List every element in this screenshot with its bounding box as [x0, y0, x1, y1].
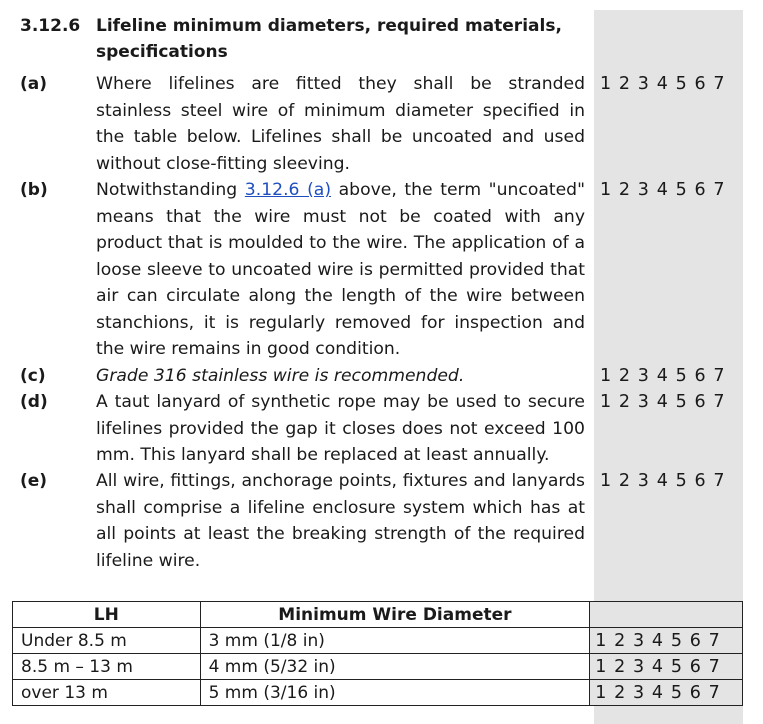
clause-a-categories: 1 2 3 4 5 6 7	[600, 74, 726, 94]
row-lh: 8.5 m – 13 m	[13, 654, 201, 680]
row-categories: 1 2 3 4 5 6 7	[590, 628, 743, 654]
table-row	[13, 680, 743, 706]
row-categories: 1 2 3 4 5 6 7	[590, 680, 743, 706]
clause-e-label: (e)	[20, 471, 48, 491]
clause-b-text-before: Notwithstanding	[96, 180, 245, 200]
clause-a-text: Where lifelines are fitted they shall be stranded stainless steel wire of minimum diameter specified in the table below. Lifelines shall be uncoated and used without close-fitting sleeving.	[96, 74, 585, 174]
header-lh: LH	[13, 602, 201, 628]
clause-c-categories: 1 2 3 4 5 6 7	[600, 366, 726, 386]
header-categories	[590, 602, 743, 628]
section-title: Lifeline minimum diameters, required materials, specifications	[96, 16, 562, 62]
clause-e-text: All wire, fittings, anchorage points, fixtures and lanyards shall comprise a lifeline enclosure system which has at all points at least the breaking strength of the required lifeline wire.	[96, 471, 585, 571]
row-diameter: 4 mm (5/32 in)	[200, 654, 590, 680]
clause-d-label: (d)	[20, 392, 48, 412]
row-diameter: 5 mm (3/16 in)	[200, 680, 590, 706]
clause-reference-link[interactable]: 3.12.6 (a)	[244, 180, 332, 200]
clause-e-categories: 1 2 3 4 5 6 7	[600, 471, 726, 491]
wire-diameter-table	[12, 601, 743, 706]
row-lh: Under 8.5 m	[13, 628, 201, 654]
row-categories: 1 2 3 4 5 6 7	[590, 654, 743, 680]
clause-d-categories: 1 2 3 4 5 6 7	[600, 392, 726, 412]
header-min-wire-diameter: Minimum Wire Diameter	[200, 602, 590, 628]
clause-b-text	[96, 177, 585, 363]
row-diameter: 3 mm (1/8 in)	[200, 628, 590, 654]
row-lh: over 13 m	[13, 680, 201, 706]
clause-c-text: Grade 316 stainless wire is recommended.	[96, 366, 465, 386]
clause-a-label: (a)	[20, 74, 48, 94]
clause-c-label: (c)	[20, 366, 46, 386]
clause-b-label: (b)	[20, 180, 48, 200]
section-number: 3.12.6	[20, 16, 81, 36]
table-row	[13, 628, 743, 654]
clause-b-categories: 1 2 3 4 5 6 7	[600, 180, 726, 200]
table-header-row	[13, 602, 743, 628]
clause-d-text: A taut lanyard of synthetic rope may be used to secure lifelines provided the gap it closes does not exceed 100 mm. This lanyard shall be replaced at least annually.	[96, 392, 585, 465]
table-row	[13, 654, 743, 680]
clause-b-text-after: above, the term "uncoated" means that the wire must not be coated with any product that is moulded to the wire. The application of a loose sleeve to uncoated wire is permitted provided that air can circulate along the length of the wire between stanchions, it is regularly removed for inspection and the wire remains in good condition.	[96, 180, 585, 359]
